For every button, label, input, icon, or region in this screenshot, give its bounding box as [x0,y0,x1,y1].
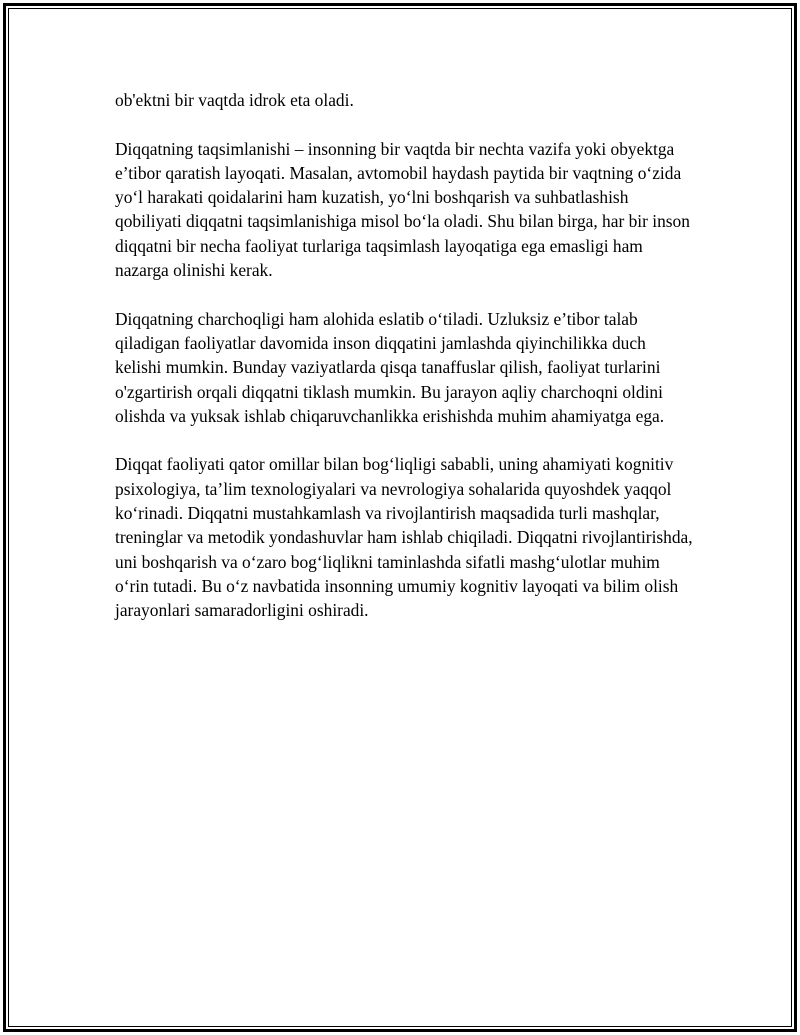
paragraph-continuation: ob'ektni bir vaqtda idrok eta oladi. [115,90,354,110]
paragraph-attention-fatigue: Diqqatning charchoqligi ham alohida eslatib o‘tiladi. Uzluksiz e’tibor talab qiladigan faoliyatlar davomida inson diqqatini jamlashda qiyinchilikka duch kelishi mumkin. Bunday vaziyatlarda qisqa tanaffuslar qilish, faoliyat turlarini o'zgartirish orqali diqqatni tiklash mumkin. Bu jarayon aqliy charchoqni oldini olishda va yuksak ishlab chiqaruvchanlikka erishishda muhim ahamiyatga ega. [115,308,665,426]
document-body [115,88,695,647]
paragraph-attention-factors: Diqqat faoliyati qator omillar bilan bog‘liqligi sababli, uning ahamiyati kognitiv psixologiya, ta’lim texnologiyalari va nevrologiya sohalarida quyoshdek yaqqol ko‘rinadi. Diqqatni mustahkamlash va rivojlantirish maqsadida turli mashqlar, treninglar va metodik yondashuvlar ham ishlab chiqiladi. Diqqatni rivojlantirishda, uni boshqarish va o‘zaro bog‘liqlikni taminlashda sifatli mashg‘ulotlar muhim o‘rin tutadi. Bu o‘z navbatida insonning umumiy kognitiv layoqati va bilim olish jarayonlari samaradorligini oshiradi. [115,454,693,621]
paragraph-attention-distribution: Diqqatning taqsimlanishi – insonning bir vaqtda bir nechta vazifa yoki obyektga e’tibor qaratish layoqati. Masalan, avtomobil haydash paytida bir vaqtning o‘zida yo‘l harakati qoidalarini ham kuzatish, yo‘lni boshqarish va suhbatlashish qobiliyati diqqatni taqsimlanishiga misol bo‘la oladi. Shu bilan birga, har bir inson diqqatni bir necha faoliyat turlariga taqsimlash layoqatiga ega emasligi ham nazarga olinishi kerak. [115,138,690,281]
